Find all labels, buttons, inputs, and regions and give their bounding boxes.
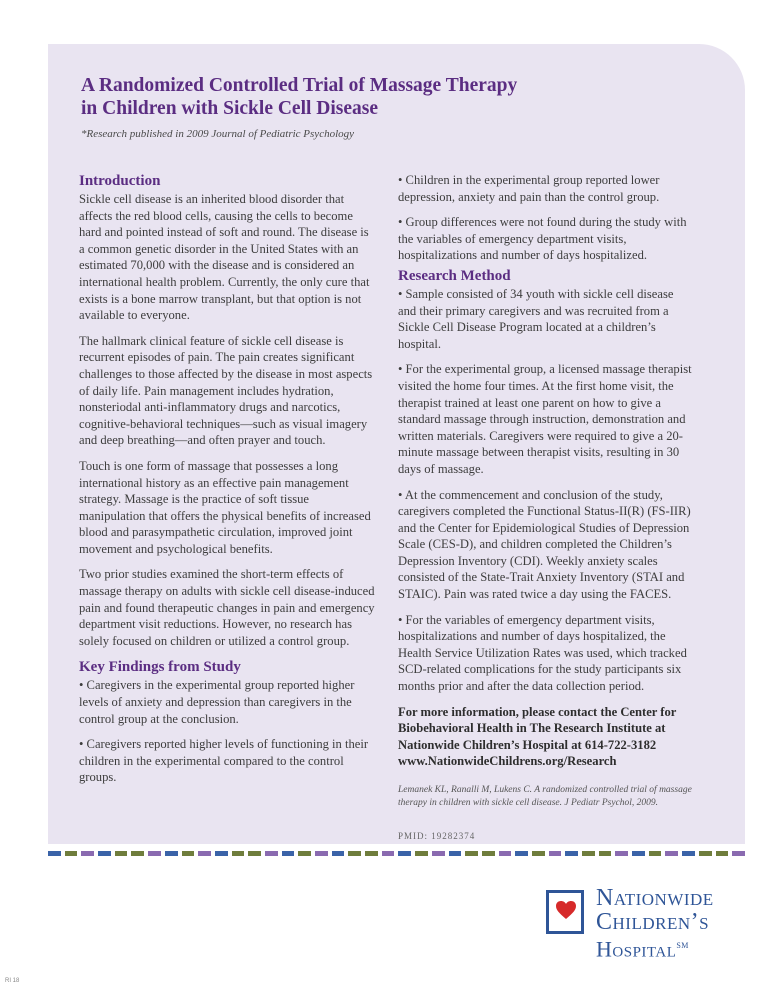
method-1: • Sample consisted of 34 youth with sickle cell disease and their primary caregivers and was recruited from a Sickle Cell Disease Program located at a children’s hospital. (398, 286, 674, 351)
decorative-dash (449, 851, 462, 856)
heart-icon (555, 900, 577, 920)
decorative-dash (665, 851, 678, 856)
right-column (398, 172, 694, 845)
finding-4: • Group differences were not found during the study with the variables of emergency department visits, hospitalizations and number of days hospitalized. (398, 215, 687, 263)
decorative-dash-border (48, 851, 745, 856)
footer-code: RI 18 (5, 978, 20, 984)
decorative-dash (499, 851, 512, 856)
decorative-dash (482, 851, 495, 856)
decorative-dash (549, 851, 562, 856)
finding-3: • Children in the experimental group reported lower depression, anxiety and pain than the control group. (398, 173, 660, 204)
nationwide-childrens-logo (546, 880, 736, 970)
decorative-dash (248, 851, 261, 856)
finding-2: • Caregivers reported higher levels of functioning in their children in the experimental compared to the control groups. (79, 737, 369, 785)
decorative-dash (232, 851, 245, 856)
contact-info: For more information, please contact the Center for Biobehavioral Health in The Research Institute at Nationwide Children’s Hospital at 614-722-3182 www.NationwideChildrens.org/Research (398, 704, 677, 769)
publication-note: *Research published in 2009 Journal of Pediatric Psychology (81, 128, 355, 140)
decorative-dash (215, 851, 228, 856)
decorative-dash (198, 851, 211, 856)
decorative-dash (682, 851, 695, 856)
logo-line-2: Children’s (596, 909, 710, 935)
decorative-dash (615, 851, 628, 856)
decorative-dash (282, 851, 295, 856)
logo-wordmark (596, 886, 714, 961)
logo-line-1: Nationwide (596, 885, 714, 911)
decorative-dash (332, 851, 345, 856)
decorative-dash (398, 851, 411, 856)
decorative-dash (649, 851, 662, 856)
decorative-dash (716, 851, 729, 856)
title-line-1: A Randomized Controlled Trial of Massage Therapy (81, 75, 518, 96)
decorative-dash (732, 851, 745, 856)
decorative-dash (115, 851, 128, 856)
method-3: • At the commencement and conclusion of the study, caregivers completed the Functional Status-II(R) (FS-IIR) and the Center for Epidemiological Studies of Depression Scale (CES-D), and children completed the Children’s Depression Inventory (CDI). Weekly anxiety scales consisted of the State-Trait Anxiety Inventory (STAI and STAIC). Pain was rated twice a day using the FACES. (398, 487, 691, 602)
decorative-dash (699, 851, 712, 856)
decorative-dash (432, 851, 445, 856)
logo-frame (546, 890, 584, 934)
logo-line-3: Hospital (596, 936, 677, 962)
decorative-dash (98, 851, 111, 856)
title-line-2: in Children with Sickle Cell Disease (81, 98, 379, 119)
pmid: PMID: 19282374 (398, 831, 476, 841)
decorative-dash (348, 851, 361, 856)
intro-paragraph-3: Touch is one form of massage that possesses a long international history as an effective pain management strategy. Massage is the practice of soft tissue manipulation that offers the physical benefits of increased blood and parasympathetic circulation, improved joint movement and psychological benefits. (79, 458, 371, 556)
decorative-dash (465, 851, 478, 856)
left-column (79, 172, 375, 795)
finding-1: • Caregivers in the experimental group reported higher levels of anxiety and depression than caregivers in the control group at the conclusion. (79, 678, 355, 726)
decorative-dash (65, 851, 78, 856)
decorative-dash (315, 851, 328, 856)
decorative-dash (131, 851, 144, 856)
decorative-dash (298, 851, 311, 856)
decorative-dash (382, 851, 395, 856)
citation: Lemanek KL, Ranalli M, Lukens C. A randomized controlled trial of massage therapy in children with sickle cell disease. J Pediatr Psychol, 2009. (398, 785, 692, 808)
introduction-heading: Introduction (79, 173, 161, 189)
logo-service-mark: SM (676, 941, 689, 950)
decorative-dash (365, 851, 378, 856)
decorative-dash (265, 851, 278, 856)
page-title (81, 74, 641, 120)
intro-paragraph-4: Two prior studies examined the short-term effects of massage therapy on adults with sickle cell disease-induced pain and found therapeutic changes in pain and emergency department visit reductions. However, no research has solely focused on children or utilized a control group. (79, 567, 375, 648)
decorative-dash (515, 851, 528, 856)
decorative-dash (182, 851, 195, 856)
decorative-dash (582, 851, 595, 856)
decorative-dash (532, 851, 545, 856)
method-2: • For the experimental group, a licensed massage therapist visited the home four times. At the first home visit, the therapist trained at least one parent on how to give a standard massage through instruction, demonstration and written materials. Caregivers were required to give a 20-minute massage between therapist visits, resulting in 30 days of massage. (398, 362, 692, 476)
intro-paragraph-2: The hallmark clinical feature of sickle cell disease is recurrent episodes of pain. The pain creates significant challenges to those affected by the disease in most aspects of daily life. Pain management includes hydration, nonsteriodal anti-inflammatory drugs and narcotics, cognitive-behavioral techniques—such as visual imagery and deep breathing—and often prayer and touch. (79, 333, 373, 448)
decorative-dash (632, 851, 645, 856)
method-4: • For the variables of emergency department visits, hospitalizations and number of days hospitalized, the Health Service Utilization Rates was used, which tracked SCD-related complications for the study participants six months prior and after the data collection period. (398, 612, 687, 694)
decorative-dash (599, 851, 612, 856)
decorative-dash (48, 851, 61, 856)
decorative-dash (565, 851, 578, 856)
decorative-dash (165, 851, 178, 856)
decorative-dash (415, 851, 428, 856)
intro-paragraph-1: Sickle cell disease is an inherited blood disorder that affects the red blood cells, causing the cells to become hard and pointed instead of soft and round. The disease is a common genetic disorder in the United States with an estimated 70,000 with the disease and is considered an international health problem. Currently, the only cure that exists is a bone marrow transplant, but that option is not available to everyone. (79, 192, 370, 323)
decorative-dash (81, 851, 94, 856)
decorative-dash (148, 851, 161, 856)
key-findings-heading: Key Findings from Study (79, 659, 241, 676)
research-method-heading: Research Method (398, 267, 511, 284)
